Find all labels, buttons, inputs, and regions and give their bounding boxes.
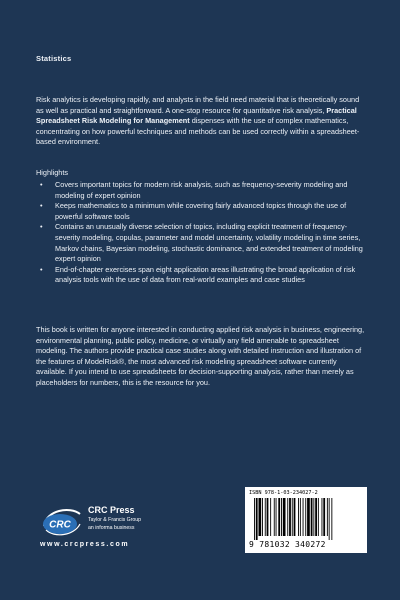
- barcode-bar: [274, 498, 275, 536]
- highlight-item: [36, 265, 366, 286]
- barcode-bar: [254, 498, 255, 540]
- barcode-bar: [322, 498, 323, 536]
- highlight-text: Keeps mathematics to a minimum while covering fairly advanced topics through the use of powerful software tools: [55, 201, 347, 221]
- barcode-bar: [259, 498, 262, 536]
- barcode-bar: [300, 498, 301, 536]
- barcode-bar: [305, 498, 306, 536]
- highlight-item: [36, 201, 366, 222]
- barcode-bar: [265, 498, 266, 536]
- publisher-tagline: an informa business: [88, 525, 135, 531]
- barcode-bar: [281, 498, 282, 536]
- barcode-bar: [278, 498, 280, 536]
- barcode-bar: [313, 498, 314, 536]
- bullet-icon: •: [40, 264, 43, 274]
- book-title: Practical Spreadsheet Risk Modeling for Management: [36, 105, 357, 126]
- category-label: Statistics: [36, 54, 72, 63]
- bullet-icon: •: [40, 180, 43, 189]
- barcode-bar: [289, 498, 291, 536]
- barcode-bar: [323, 498, 325, 536]
- barcode-bar: [331, 498, 332, 540]
- barcode-bar: [287, 498, 288, 536]
- publisher-group: Taylor & Francis Group: [88, 517, 142, 523]
- barcode-bar: [303, 498, 304, 536]
- publisher-block: [36, 504, 196, 554]
- intro-text-before: Risk analytics is developing rapidly, and analysts in the field need material that is theoretically sound as well as practical and straightforward. A one-stop resource for quantitative risk analysis,: [36, 95, 360, 115]
- barcode-bar: [267, 498, 269, 536]
- barcode-icon: [253, 498, 359, 540]
- barcode-bar: [276, 498, 277, 536]
- publisher-name: CRC Press: [88, 505, 135, 515]
- barcode-bar: [294, 498, 296, 536]
- barcode-bar: [315, 498, 317, 536]
- highlight-text: End-of-chapter exercises span eight application areas illustrating the broad application of risk analysis tools with the use of data from real-world examples and case studies: [55, 264, 356, 285]
- bullet-icon: •: [40, 201, 43, 211]
- crc-logo-icon: [40, 504, 84, 538]
- barcode-bar: [262, 498, 263, 536]
- highlight-item: [36, 180, 366, 201]
- publisher-url: www.crcpress.com: [40, 541, 130, 548]
- barcode-panel: [245, 487, 367, 553]
- intro-text-after: dispenses with the use of complex mathematics, concentrating on how powerful techniques and methods can be used correctly within a spreadsheet-based environment.: [36, 116, 360, 147]
- barcode-bar: [292, 498, 293, 536]
- highlight-text: Contains an unusually diverse selection of topics, including explicit treatment of frequency-severity modeling, copulas, parameter and model uncertainty, volatility modeling in time series, Markov chains, Bayesian modeling, stochastic dominance, and extended treatment of modeling expert opinion: [55, 222, 363, 264]
- highlights-heading: Highlights: [36, 168, 69, 177]
- barcode-bar: [283, 498, 286, 536]
- barcode-digits: 9 781032 340272: [249, 540, 326, 549]
- barcode-bar: [256, 498, 258, 540]
- barcode-bar: [298, 498, 299, 536]
- isbn-label: ISBN 978-1-03-234027-2: [249, 490, 318, 496]
- audience-paragraph: This book is written for anyone interested in conducting applied risk analysis in business, engineering, environmental planning, public policy, medicine, or virtually any field amenable to spreadsheet modeling. The authors provide practical case studies along with detailed instruction and illustration of the features of ModelRisk®, the most advanced risk modeling spreadsheet software currently available. If you intend to use spreadsheets for decision-supporting analysis, rather than merely as placeholders for numbers, this is the resource for you.: [36, 325, 365, 387]
- barcode-bar: [270, 498, 271, 536]
- barcode-bar: [307, 498, 310, 536]
- intro-paragraph: [36, 95, 368, 148]
- highlight-text: Covers important topics for modern risk analysis, such as frequency-severity modeling and modeling of expert opinion: [55, 180, 348, 200]
- highlight-item: [36, 222, 366, 264]
- barcode-bar: [327, 498, 328, 536]
- highlights-list: [36, 180, 366, 286]
- logo-text: CRC: [49, 519, 71, 531]
- barcode-bar: [329, 498, 330, 540]
- bullet-icon: •: [40, 222, 43, 232]
- barcode-bar: [318, 498, 319, 536]
- barcode-bar: [311, 498, 313, 536]
